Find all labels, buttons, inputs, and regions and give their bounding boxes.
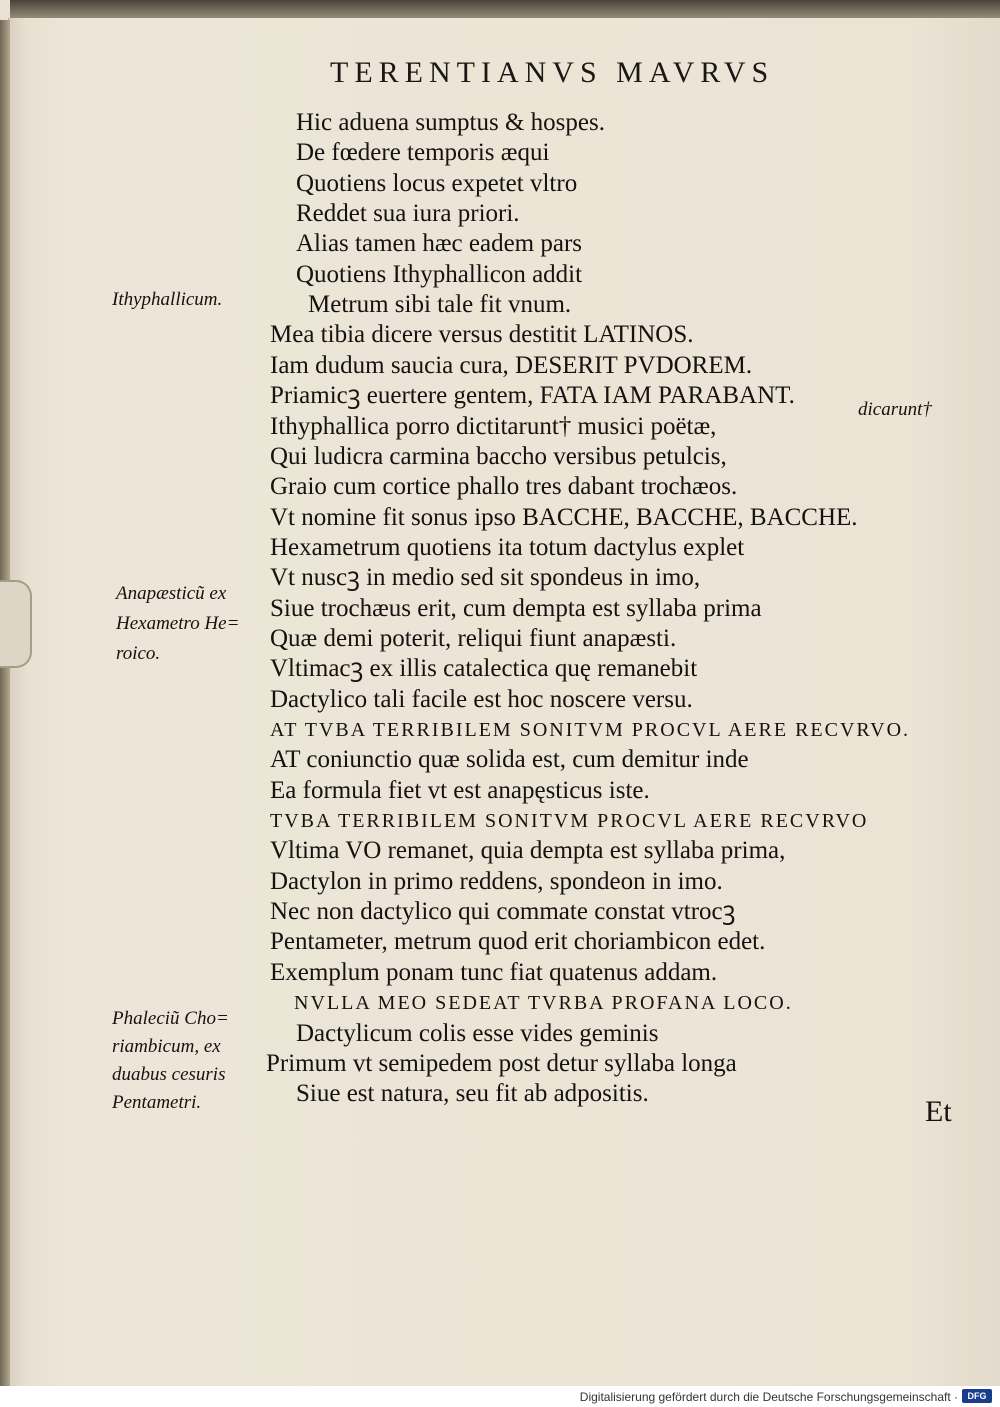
verse-line: Vt nuscꝫ in medio sed sit spondeus in imo, [270, 564, 701, 592]
margin-note-phaleciu-1: Phaleciũ Cho= [112, 1008, 229, 1029]
verse-line: Reddet sua iura priori. [296, 200, 520, 228]
top-shadow [10, 0, 1000, 20]
verse-line: Vt nomine fit sonus ipso BACCHE, BACCHE, BACCHE. [270, 503, 858, 531]
verse-line: Pentameter, metrum quod erit choriambicon edet. [270, 928, 766, 956]
dfg-logo: DFG [962, 1389, 992, 1403]
verse-line: Iam dudum saucia cura, DESERIT PVDOREM. [270, 351, 753, 379]
verse-line: Quotiens locus expetet vltro [296, 169, 578, 197]
running-header: TERENTIANVS MAVRVS [330, 56, 775, 89]
verse-line: De fœdere temporis æqui [296, 139, 550, 167]
margin-note-ithyphallicum: Ithyphallicum. [112, 289, 223, 310]
verse-line: Alias tamen hæc eadem pars [296, 230, 583, 258]
verse-line: AT coniunctio quæ solida est, cum demitur inde [270, 746, 749, 774]
verse-line: Dactylicum colis esse vides geminis [296, 1019, 659, 1047]
margin-note-phaleciu-3: duabus cesuris [112, 1064, 226, 1085]
verse-line: Nec non dactylico qui commate constat vtrocꝫ [270, 898, 736, 926]
verse-line: Mea tibia dicere versus destitit LATINOS. [270, 321, 694, 349]
verse-line: AT TVBA TERRIBILEM SONITVM PROCVL AERE RECVRVO. [270, 719, 911, 741]
verse-line: Exemplum ponam tunc fiat quatenus addam. [270, 958, 718, 986]
verse-line: Quotiens Ithyphallicon addit [296, 260, 583, 288]
book-clasp [0, 580, 32, 668]
verse-line: Siue est natura, seu fit ab adpositis. [296, 1080, 649, 1108]
verse-line: Hexametrum quotiens ita totum dactylus explet [270, 533, 745, 561]
verse-line: Qui ludicra carmina baccho versibus petulcis, [270, 442, 727, 470]
left-page-edge [0, 20, 10, 1386]
verse-line: Primum vt semipedem post detur syllaba longa [266, 1049, 737, 1077]
catchword: Et [925, 1095, 952, 1128]
verse-line: Metrum sibi tale fit vnum. [308, 291, 572, 319]
footer-credit: Digitalisierung gefördert durch die Deutsche Forschungsgemeinschaft · [579, 1390, 958, 1404]
verse-line: Siue trochæus erit, cum dempta est syllaba prima [270, 594, 762, 622]
margin-note-anapaesticum-1: Anapæsticũ ex [116, 583, 227, 604]
margin-note-anapaesticum-3: roico. [116, 643, 161, 664]
verse-line: Hic aduena sumptus & hospes. [296, 109, 605, 136]
verse-line: Ea formula fiet vt est anapęsticus iste. [270, 776, 650, 804]
footer-bar [0, 1386, 1000, 1407]
verse-line: Dactylico tali facile est hoc noscere versu. [270, 685, 693, 713]
margin-note-phaleciu-2: riambicum, ex [112, 1036, 221, 1057]
verse-line: Priamicꝫ euertere gentem, FATA IAM PARABANT. [270, 382, 795, 410]
verse-line: NVLLA MEO SEDEAT TVRBA PROFANA LOCO. [294, 992, 793, 1015]
margin-note-phaleciu-4: Pentametri. [112, 1092, 202, 1113]
verse-line: Quæ demi poterit, reliqui fiunt anapæsti. [270, 624, 677, 652]
verse-line: Ithyphallica porro dictitarunt† musici poëtæ, [270, 412, 717, 440]
verse-line: TVBA TERRIBILEM SONITVM PROCVL AERE RECVRVO [270, 810, 869, 833]
verse-line: Vltima VO remanet, quia dempta est syllaba prima, [270, 837, 786, 865]
margin-note-correction: dicarunt† [858, 399, 932, 420]
verse-line: Graio cum cortice phallo tres dabant trochæos. [270, 473, 738, 501]
margin-note-anapaesticum-2: Hexametro He= [116, 613, 240, 634]
verse-line: Dactylon in primo reddens, spondeon in imo. [270, 867, 723, 895]
verse-line: Vltimacꝫ ex illis catalectica quę remanebit [270, 655, 698, 683]
